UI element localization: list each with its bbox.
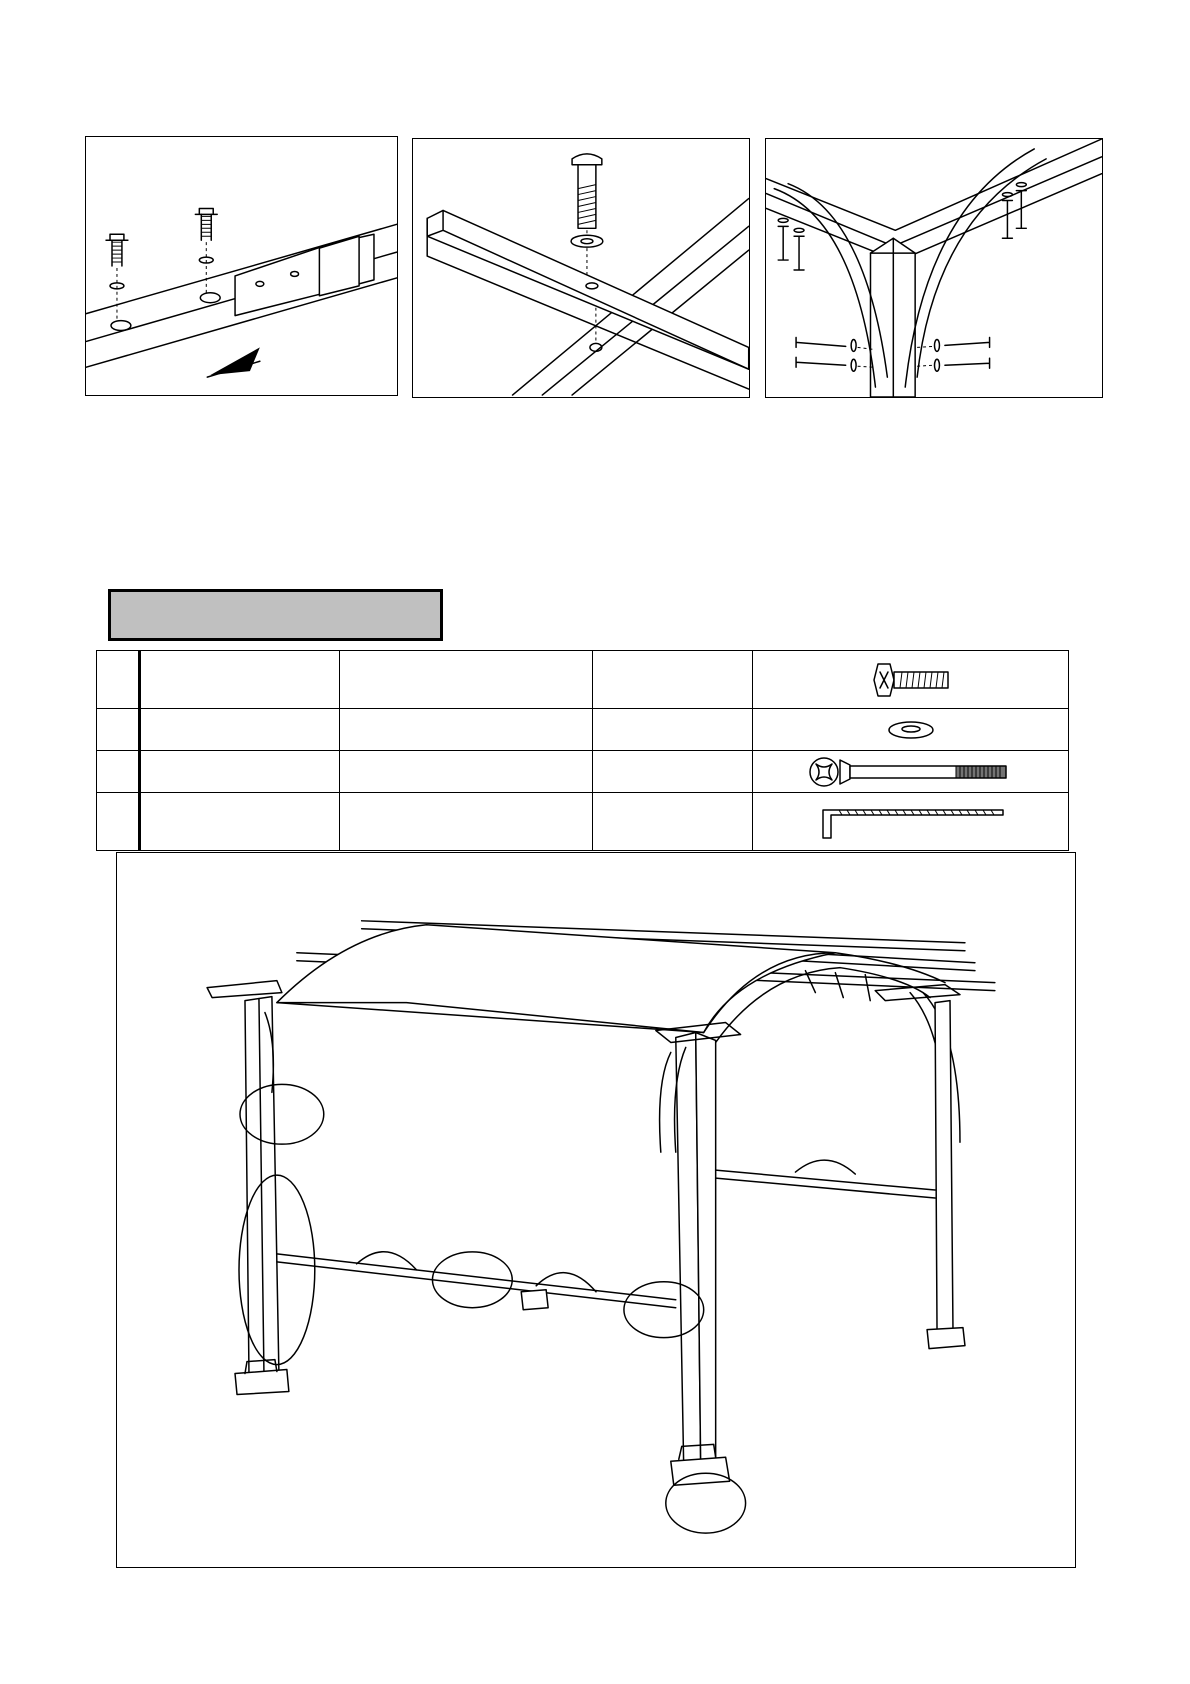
part-quantity	[593, 651, 753, 709]
row-index	[97, 651, 140, 709]
part-code	[140, 651, 340, 709]
part-description	[340, 709, 593, 751]
detail-panel-corner-bracket	[765, 138, 1103, 398]
part-image-cell	[753, 651, 1069, 709]
part-code	[140, 793, 340, 851]
part-image-cell	[753, 751, 1069, 793]
table-row	[97, 751, 1069, 793]
step-banner	[108, 589, 443, 641]
part-description	[340, 751, 593, 793]
cross-beam-illustration	[413, 139, 749, 397]
hex-bolt-icon	[866, 658, 956, 702]
allen-key-icon	[811, 802, 1011, 842]
pergola-assembly-illustration	[117, 853, 1075, 1567]
detail-panel-cross-beam	[412, 138, 750, 398]
table-row	[97, 709, 1069, 751]
table-row	[97, 651, 1069, 709]
long-bolt-icon	[806, 755, 1016, 789]
washer-icon	[881, 718, 941, 742]
row-index	[97, 751, 140, 793]
part-description	[340, 651, 593, 709]
screws-top-left	[778, 218, 804, 270]
hardware-table	[96, 650, 1069, 851]
part-code	[140, 709, 340, 751]
part-quantity	[593, 793, 753, 851]
table-row	[97, 793, 1069, 851]
row-index	[97, 793, 140, 851]
part-description	[340, 793, 593, 851]
part-quantity	[593, 709, 753, 751]
main-assembly-panel	[116, 852, 1076, 1568]
part-image-cell	[753, 793, 1069, 851]
detail-panel-beam-connection	[85, 136, 398, 396]
row-index	[97, 709, 140, 751]
corner-bracket-illustration	[766, 139, 1102, 397]
part-image-cell	[753, 709, 1069, 751]
part-quantity	[593, 751, 753, 793]
beam-connection-illustration	[86, 137, 397, 395]
part-code	[140, 751, 340, 793]
